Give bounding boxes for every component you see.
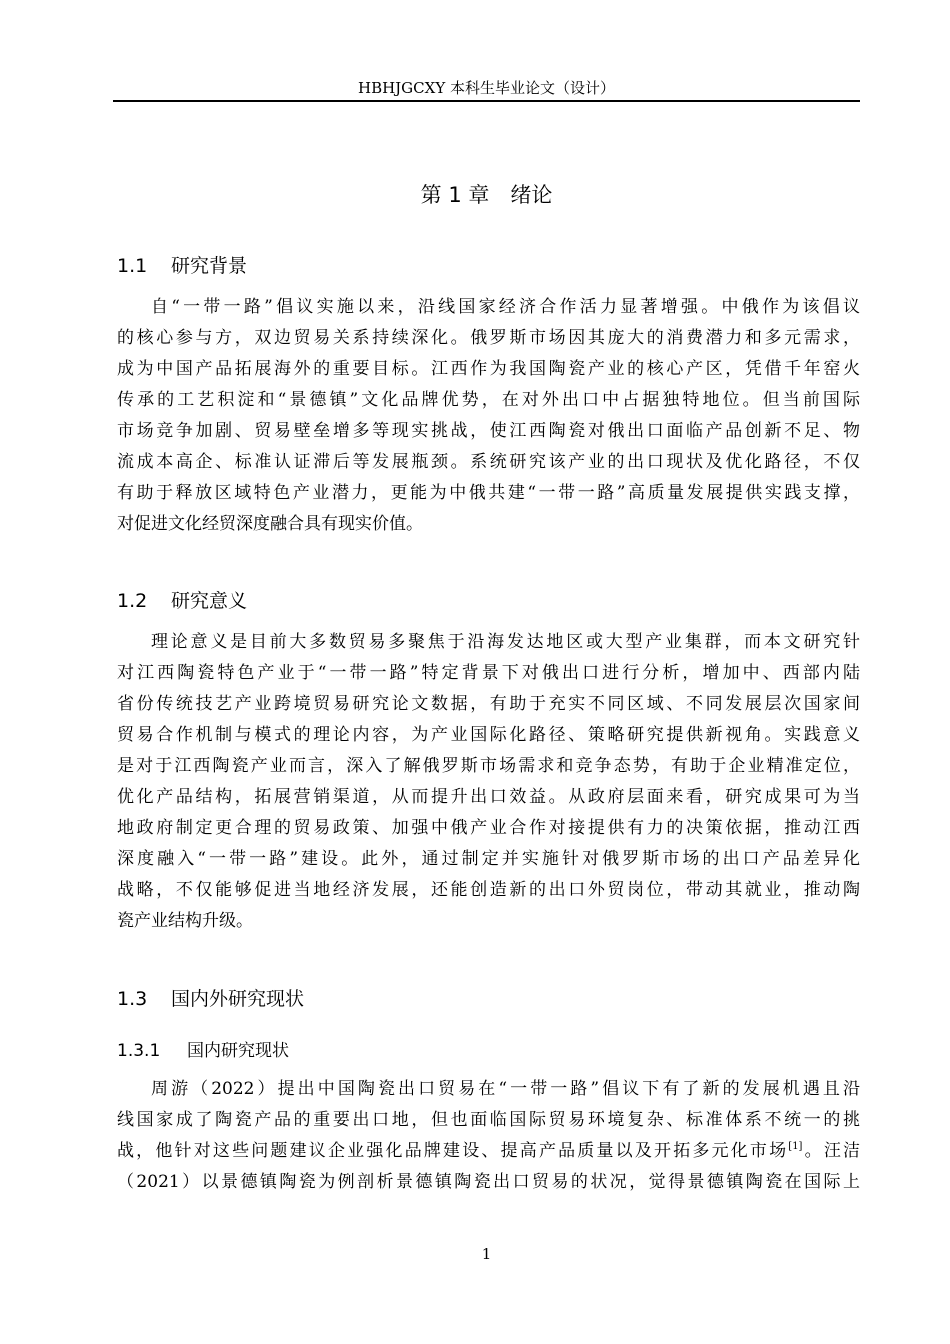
text-line: 传承的工艺积淀和“景德镇”文化品牌优势，在对外出口中占据独特地位。但当前国际 — [117, 390, 860, 410]
page-header: HBHJGCXY 本科生毕业论文（设计） — [357, 79, 615, 97]
text-line: 市场竞争加剧、贸易壁垒增多等现实挑战，使江西陶瓷对俄出口面临产品创新不足、物 — [117, 421, 860, 441]
subsection-title: 国内研究现状 — [187, 1041, 289, 1061]
paragraph-research-background — [117, 292, 860, 540]
subsection-number: 1.3.1 — [117, 1041, 161, 1061]
text-line: 对促进文化经贸深度融合具有现实价值。 — [117, 514, 423, 534]
text-line: 的核心参与方，双边贸易关系持续深化。俄罗斯市场因其庞大的消费潜力和多元需求， — [117, 328, 860, 348]
text-line: 是对于江西陶瓷产业而言，深入了解俄罗斯市场需求和竞争态势，有助于企业精准定位， — [117, 756, 860, 776]
text-line: 自“一带一路”倡议实施以来，沿线国家经济合作活力显著增强。中俄作为该倡议 — [151, 297, 860, 317]
section-heading-1-3 — [117, 986, 304, 1012]
text-line: 优化产品结构，拓展营销渠道，从而提升出口效益。从政府层面来看，研究成果可为当 — [117, 787, 860, 807]
section-number: 1.1 — [117, 255, 148, 277]
text-line-part: 。汪洁 — [802, 1141, 861, 1161]
section-heading-1-1 — [117, 253, 247, 279]
paragraph-research-significance — [117, 627, 860, 937]
section-number: 1.3 — [117, 988, 148, 1010]
paragraph-domestic-research — [117, 1074, 860, 1198]
text-line: 深度融入“一带一路”建设。此外，通过制定并实施针对俄罗斯市场的出口产品差异化 — [117, 849, 860, 869]
text-line: 流成本高企、标准认证滞后等发展瓶颈。系统研究该产业的出口现状及优化路径，不仅 — [117, 452, 860, 472]
text-line: 有助于释放区域特色产业潜力，更能为中俄共建“一带一路”高质量发展提供实践支撑， — [117, 483, 860, 503]
text-line: 周游（2022）提出中国陶瓷出口贸易在“一带一路”倡议下有了新的发展机遇且沿 — [151, 1079, 860, 1099]
text-line: （2021）以景德镇陶瓷为例剖析景德镇陶瓷出口贸易的状况，觉得景德镇陶瓷在国际上 — [117, 1172, 860, 1192]
text-line: 对江西陶瓷特色产业于“一带一路”特定背景下对俄出口进行分析，增加中、西部内陆 — [117, 663, 860, 683]
header-rule — [113, 100, 860, 102]
text-line — [117, 1136, 860, 1167]
chapter-title: 第 1 章 绪论 — [420, 183, 553, 207]
text-line: 线国家成了陶瓷产品的重要出口地，但也面临国际贸易环境复杂、标准体系不统一的挑 — [117, 1110, 860, 1130]
text-line: 省份传统技艺产业跨境贸易研究论文数据，有助于充实不同区域、不同发展层次国家间 — [117, 694, 860, 714]
subsection-heading-1-3-1 — [117, 1039, 289, 1063]
text-line: 瓷产业结构升级。 — [117, 911, 253, 931]
page-number: 1 — [481, 1245, 492, 1263]
section-title: 国内外研究现状 — [171, 988, 305, 1010]
section-heading-1-2 — [117, 588, 247, 614]
section-number: 1.2 — [117, 590, 148, 612]
section-title: 研究背景 — [171, 255, 248, 277]
text-line: 理论意义是目前大多数贸易多聚焦于沿海发达地区或大型产业集群，而本文研究针 — [151, 632, 860, 652]
text-line: 战略，不仅能够促进当地经济发展，还能创造新的出口外贸岗位，带动其就业，推动陶 — [117, 880, 860, 900]
text-line: 地政府制定更合理的贸易政策、加强中俄产业合作对接提供有力的决策依据，推动江西 — [117, 818, 860, 838]
text-line: 成为中国产品拓展海外的重要目标。江西作为我国陶瓷产业的核心产区，凭借千年窑火 — [117, 359, 860, 379]
text-line-part: 战，他针对这些问题建议企业强化品牌建设、提高产品质量以及开拓多元化市场 — [117, 1141, 789, 1161]
citation-marker[interactable]: [1] — [788, 1141, 803, 1152]
section-title: 研究意义 — [171, 590, 248, 612]
text-line: 贸易合作机制与模式的理论内容，为产业国际化路径、策略研究提供新视角。实践意义 — [117, 725, 860, 745]
